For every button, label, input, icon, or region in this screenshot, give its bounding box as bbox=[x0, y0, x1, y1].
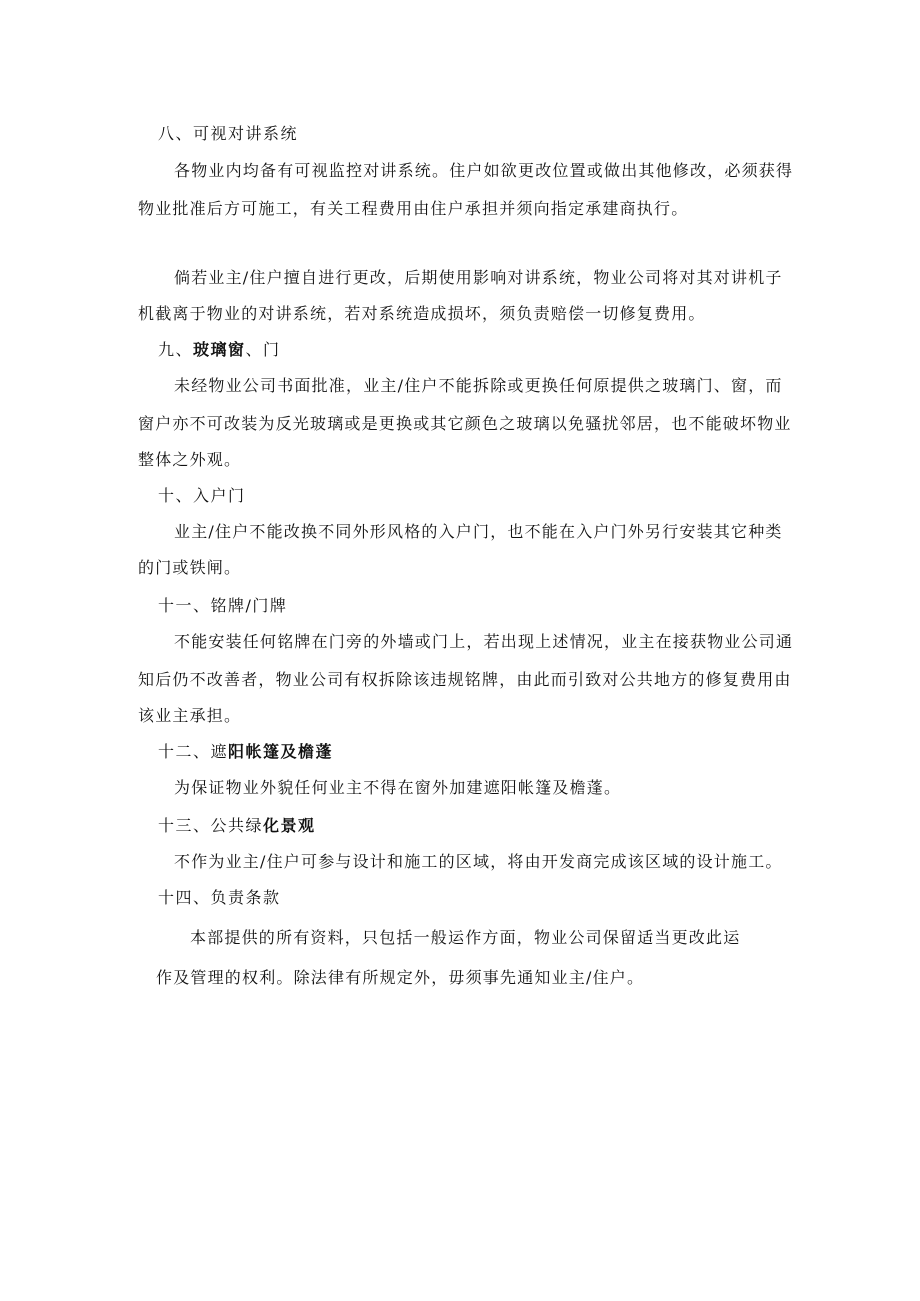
paragraph-9-line-3 bbox=[138, 442, 784, 478]
paragraph-line: 业主/住户不能改换不同外形风格的入户门，也不能在入户门外另行安装其它种类 bbox=[174, 522, 783, 541]
heading-text: 十、入户门 bbox=[158, 486, 246, 505]
heading-prefix: 十三、公共绿 bbox=[158, 816, 264, 835]
heading-bold: 玻璃窗 bbox=[193, 340, 246, 359]
paragraph-11-line-3 bbox=[138, 698, 784, 734]
paragraph-line: 为保证物业外貌任何业主不得在窗外加建遮阳帐篷及檐蓬。 bbox=[174, 778, 622, 797]
heading-suffix: 、门 bbox=[245, 340, 281, 359]
heading-prefix: 九、 bbox=[158, 340, 194, 359]
section-heading-9 bbox=[158, 332, 804, 368]
heading-text: 十四、负责条款 bbox=[158, 888, 281, 907]
paragraph-10-line-2 bbox=[138, 550, 784, 586]
paragraph-9-line-2 bbox=[138, 406, 792, 442]
paragraph-line: 不作为业主/住户可参与设计和施工的区域，将由开发商完成该区域的设计施工。 bbox=[174, 852, 783, 871]
paragraph-8-2-line-1 bbox=[174, 260, 820, 296]
paragraph-line: 的门或铁闸。 bbox=[138, 558, 242, 577]
section-heading-13 bbox=[158, 808, 804, 844]
section-heading-12 bbox=[158, 734, 804, 770]
heading-bold: 阳帐篷及檐蓬 bbox=[228, 742, 334, 761]
paragraph-10-line-1 bbox=[174, 514, 820, 550]
section-heading-8 bbox=[158, 116, 804, 152]
paragraph-8-1-line-2 bbox=[138, 191, 784, 227]
paragraph-14-line-1 bbox=[190, 920, 836, 956]
paragraph-9-line-1 bbox=[174, 368, 820, 404]
section-heading-10 bbox=[158, 478, 804, 514]
paragraph-8-1-line-1 bbox=[174, 153, 820, 189]
paragraph-line: 知后仍不改善者，物业公司有权拆除该违规铭牌，由此而引致对公共地方的修复费用由 bbox=[138, 670, 792, 689]
heading-text: 十一、铭牌/门牌 bbox=[158, 596, 288, 615]
paragraph-line: 倘若业主/住户擅自进行更改，后期使用影响对讲系统，物业公司将对其对讲机子 bbox=[174, 268, 783, 287]
heading-bold: 化景观 bbox=[263, 816, 316, 835]
paragraph-line: 机截离于物业的对讲系统，若对系统造成损坏，须负责赔偿一切修复费用。 bbox=[138, 304, 706, 323]
section-heading-14 bbox=[158, 880, 804, 916]
paragraph-13-line-1 bbox=[174, 844, 820, 880]
heading-prefix: 十二、遮 bbox=[158, 742, 229, 761]
paragraph-11-line-1 bbox=[174, 624, 820, 660]
section-heading-11 bbox=[158, 588, 804, 624]
paragraph-11-line-2 bbox=[138, 662, 792, 698]
paragraph-line: 整体之外观。 bbox=[138, 450, 242, 469]
heading-text: 八、可视对讲系统 bbox=[158, 124, 299, 143]
paragraph-14-line-2 bbox=[156, 960, 802, 996]
paragraph-8-2-line-2 bbox=[138, 296, 784, 332]
paragraph-line: 各物业内均备有可视监控对讲系统。住户如欲更改位置或做出其他修改，必须获得 bbox=[174, 161, 794, 180]
paragraph-12-line-1 bbox=[174, 770, 820, 806]
paragraph-line: 不能安装任何铭牌在门旁的外墙或门上，若出现上述情况，业主在接获物业公司通 bbox=[174, 632, 794, 651]
paragraph-line: 物业批准后方可施工，有关工程费用由住户承担并须向指定承建商执行。 bbox=[138, 199, 689, 218]
paragraph-line: 该业主承担。 bbox=[138, 706, 242, 725]
paragraph-line: 窗户亦不可改装为反光玻璃或是更换或其它颜色之玻璃以免骚扰邻居，也不能破坏物业 bbox=[138, 414, 792, 433]
paragraph-line: 未经物业公司书面批准，业主/住户不能拆除或更换任何原提供之玻璃门、窗，而 bbox=[174, 376, 783, 395]
paragraph-line: 本部提供的所有资料，只包括一般运作方面，物业公司保留适当更改此运 bbox=[190, 928, 741, 947]
paragraph-line: 作及管理的权利。除法律有所规定外，毋须事先通知业主/住户。 bbox=[156, 968, 645, 987]
